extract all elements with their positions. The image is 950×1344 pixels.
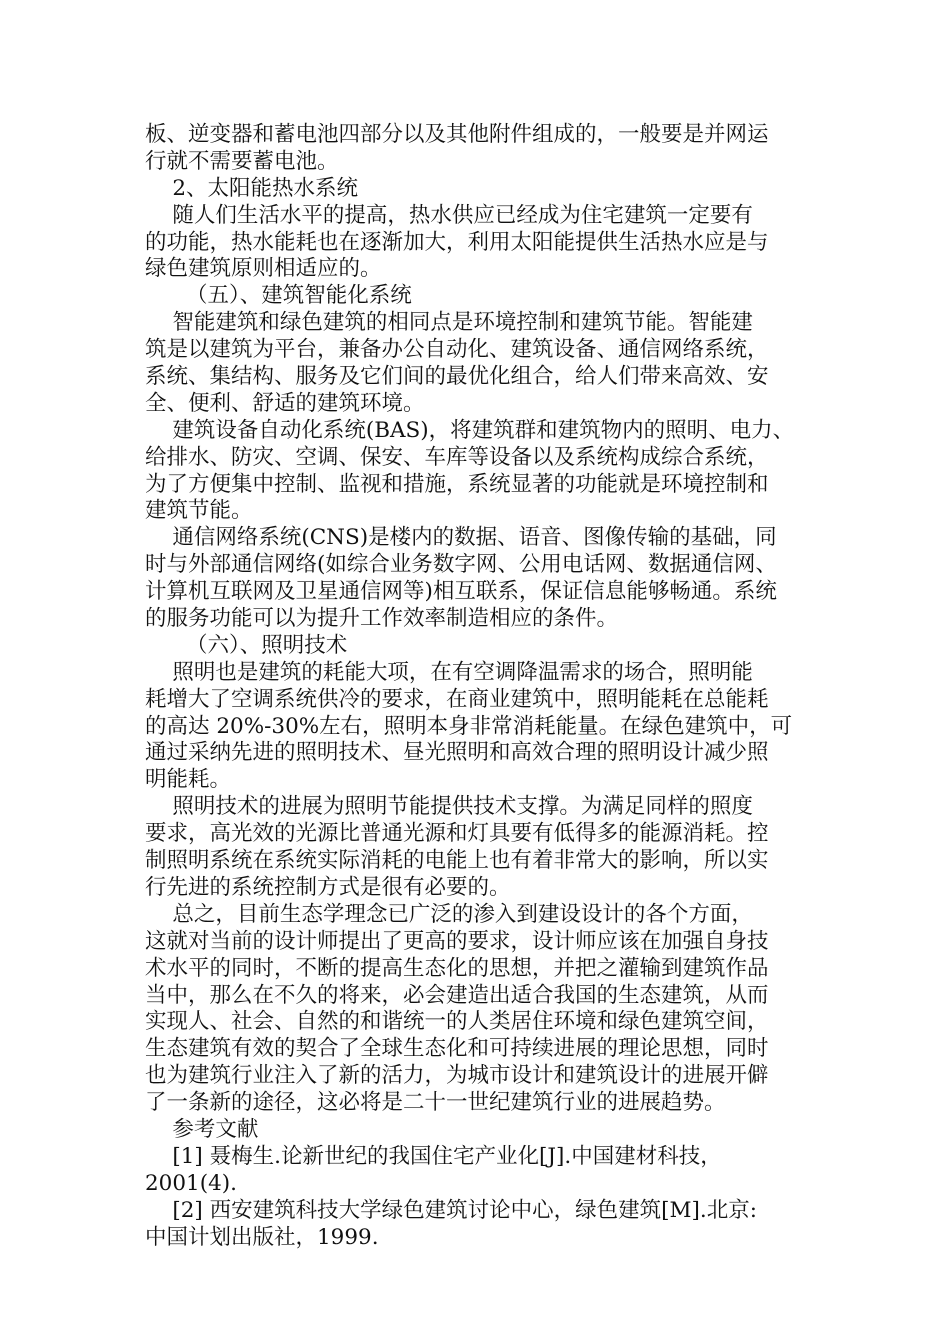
text-line: 建筑节能。 [145,498,253,524]
text-line: 生态建筑有效的契合了全球生态化和可持续进展的理论思想，同时 [145,1036,769,1062]
text-line: 板、逆变器和蓄电池四部分以及其他附件组成的，一般要是并网运 [145,122,769,147]
text-line: 照明技术的进展为照明节能提供技术支撑。为满足同样的照度 [145,794,753,820]
text-line: 2、太阳能热水系统 [145,175,359,201]
text-line: 这就对当前的设计师提出了更高的要求，设计师应该在加强自身技 [145,928,769,954]
text-line: 当中，那么在不久的将来，必会建造出适合我国的生态建筑，从而 [145,982,769,1008]
text-line: 计算机互联网及卫星通信网等)相互联系，保证信息能够畅通。系统 [145,579,777,605]
text-line: [2] 西安建筑科技大学绿色建筑讨论中心，绿色建筑[M].北京: [145,1197,757,1223]
text-line: 明能耗。 [145,767,232,793]
text-line: 术水平的同时，不断的提高生态化的思想，并把之灌输到建筑作品 [145,955,769,981]
text-line: 绿色建筑原则相适应的。 [145,256,382,282]
text-line: （五）、建筑智能化系统 [145,283,412,309]
text-line: 参考文献 [145,1116,259,1142]
text-line: 智能建筑和绿色建筑的相同点是环境控制和建筑节能。智能建 [145,310,753,336]
text-line: 行先进的系统控制方式是很有必要的。 [145,874,511,900]
text-line: 的服务功能可以为提升工作效率制造相应的条件。 [145,606,619,632]
text-line: 的功能，热水能耗也在逐渐加大，利用太阳能提供生活热水应是与 [145,229,769,255]
text-line: 2001(4). [145,1170,238,1196]
text-line: 全、便利、舒适的建筑环境。 [145,390,425,416]
text-line: 实现人、社会、自然的和谐统一的人类居住环境和绿色建筑空间， [145,1009,769,1035]
text-line: 制照明系统在系统实际消耗的电能上也有着非常大的影响，所以实 [145,848,769,874]
text-line: 时与外部通信网络(如综合业务数字网、公用电话网、数据通信网、 [145,552,777,578]
text-line: 建筑设备自动化系统(BAS)，将建筑群和建筑物内的照明、电力、 [145,417,795,443]
text-line: 也为建筑行业注入了新的活力，为城市设计和建筑设计的进展开僻 [145,1063,769,1089]
text-line: 筑是以建筑为平台，兼备办公自动化、建筑设备、通信网络系统， [145,337,769,363]
text-line: 的高达 20%-30%左右，照明本身非常消耗能量。在绿色建筑中，可 [145,713,793,739]
text-line: 要求，高光效的光源比普通光源和灯具要有低得多的能源消耗。控 [145,821,769,847]
text-line: 系统、集结构、服务及它们间的最优化组合，给人们带来高效、安 [145,364,769,390]
text-line: 随人们生活水平的提高，热水供应已经成为住宅建筑一定要有 [145,202,753,228]
text-line: 行就不需要蓄电池。 [145,148,339,174]
text-line: 给排水、防灾、空调、保安、车库等设备以及系统构成综合系统， [145,444,769,470]
text-line: 为了方便集中控制、监视和措施，系统显著的功能就是环境控制和 [145,471,769,497]
text-line: 通过采纳先进的照明技术、昼光照明和高效合理的照明设计减少照 [145,740,769,766]
text-line: 总之，目前生态学理念已广泛的渗入到建设设计的各个方面， [145,901,753,927]
document-body [145,122,845,1251]
text-line: 中国计划出版社，1999. [145,1224,379,1250]
text-line: [1] 聂梅生.论新世纪的我国住宅产业化[J].中国建材科技， [145,1143,722,1169]
text-line: 通信网络系统(CNS)是楼内的数据、语音、图像传输的基础，同 [145,525,777,551]
text-line: 照明也是建筑的耗能大项，在有空调降温需求的场合，照明能 [145,659,753,685]
text-line: 耗增大了空调系统供冷的要求，在商业建筑中，照明能耗在总能耗 [145,686,769,712]
text-line: （六）、照明技术 [145,632,348,658]
text-line: 了一条新的途径，这必将是二十一世纪建筑行业的进展趋势。 [145,1090,726,1116]
